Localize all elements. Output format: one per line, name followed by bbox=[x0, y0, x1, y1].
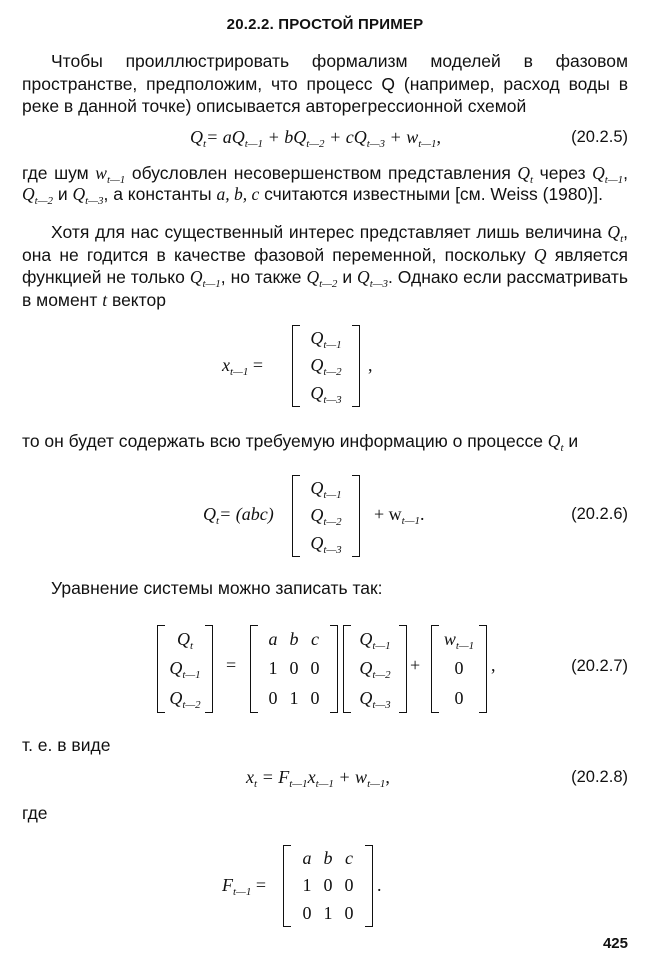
paragraph-contains-info: то он будет содержать всю требуемую информацию о процессе $Q_t$ и bbox=[22, 431, 579, 454]
vector-comma: , bbox=[368, 355, 373, 375]
equation-number: (20.2.8) bbox=[571, 768, 628, 786]
section-heading: 20.2.2. ПРОСТОЙ ПРИМЕР bbox=[226, 16, 424, 33]
equation-comma: , bbox=[491, 655, 496, 675]
state-vector: $Q_{t—1}$ $Q_{t—2}$ $Q_{t—3}$ bbox=[292, 325, 360, 407]
plus-sign: + bbox=[410, 655, 421, 675]
equation-number: (20.2.6) bbox=[571, 505, 628, 523]
paragraph-noise: где шум $w_{t—1}$ обусловлен несовершенством представления $Q_t$ через $Q_{t—1}$, $Q_{t—2}$ и $Q_{t—3}$, а константы a, b, c считаются известными [см. Weiss (1980)]. bbox=[22, 163, 628, 207]
observation-vector: $Q_{t—1}$ $Q_{t—2}$ $Q_{t—3}$ bbox=[292, 475, 360, 557]
matrix-f-period: . bbox=[377, 875, 382, 895]
paragraph-in-form: т. е. в виде bbox=[22, 735, 111, 755]
equation-number: (20.2.7) bbox=[571, 657, 628, 675]
paragraph-system-equation: Уравнение системы можно записать так: bbox=[51, 578, 383, 598]
paragraph-phase-variable: Хотя для нас существенный интерес представляет лишь величина $Q_t$, она не годится в качестве фазовой переменной, поскольку Q является функцией не только $Q_{t—1}$, но также $Q_{t—2}$ и $Q_{t—3}$. Однако если рассматривать в момент t вектор bbox=[22, 222, 628, 310]
paragraph-where: где bbox=[22, 803, 48, 823]
page-number: 425 bbox=[602, 935, 628, 952]
equation-observation-noise: + $w_{t—1}$. bbox=[374, 504, 425, 527]
paragraph-intro: Чтобы проиллюстрировать формализм моделей в фазовом пространстве, предположим, что процесс Q (например, расход воды в реке в данной точке) описывается авторегрессионной схемой bbox=[22, 51, 628, 116]
equation-observation-lhs: $Q_t= (abc)$ bbox=[203, 504, 274, 527]
matrix-f-lhs: $F_{t—1}$ = bbox=[222, 875, 266, 898]
vector-lhs: $x_{t—1}$ = bbox=[222, 355, 263, 378]
equation-number: (20.2.5) bbox=[571, 128, 628, 146]
matrix-f: a b c 1 0 0 0 1 0 bbox=[283, 845, 373, 927]
transition-matrix: a b c 1 0 0 0 1 0 bbox=[250, 625, 338, 713]
equation-ar-scheme: $Q_t= aQ_{t—1} + bQ_{t—2} + cQ_{t—3} + w_{t—1}$, bbox=[190, 127, 442, 150]
lhs-state-vector: $Q_t$ $Q_{t—1}$ $Q_{t—2}$ bbox=[157, 625, 213, 713]
equation-state-space: $x_t = F_{t—1}x_{t—1} + w_{t—1}$, bbox=[246, 767, 390, 790]
noise-vector: $w_{t—1}$ 0 0 bbox=[431, 625, 487, 713]
rhs-state-vector: $Q_{t—1}$ $Q_{t—2}$ $Q_{t—3}$ bbox=[343, 625, 407, 713]
equals-sign: = bbox=[226, 655, 237, 675]
